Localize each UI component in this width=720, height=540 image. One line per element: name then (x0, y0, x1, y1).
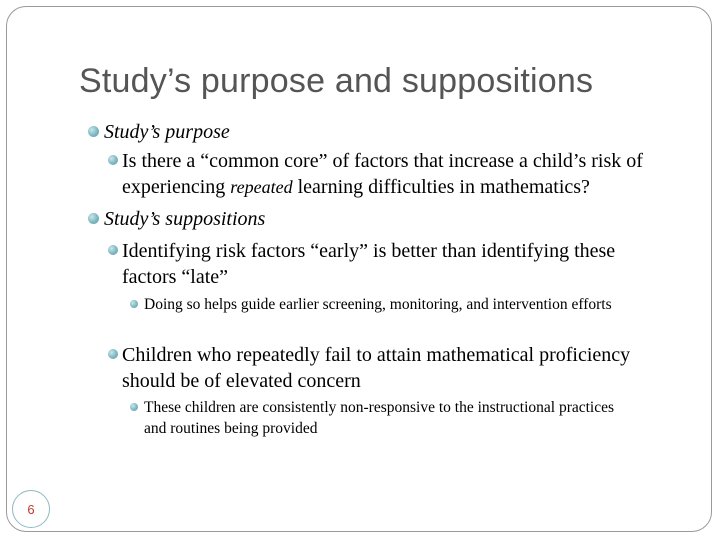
purpose-question-emphasis: repeated (230, 177, 293, 197)
bullet-icon (130, 300, 138, 308)
bullet-icon (130, 403, 138, 411)
purpose-question-text-b: learning difficulties in mathematics? (292, 176, 590, 198)
slide-number: 6 (12, 490, 50, 528)
bullet-icon (88, 126, 99, 137)
purpose-question (122, 148, 692, 200)
purpose-question-text-a: Is there a “common core” of factors that increase a child’s risk of experiencing (122, 150, 643, 198)
bullet-icon (108, 245, 118, 255)
supposition-1: Identifying risk factors “early” is better than identifying these factors “late” (122, 240, 616, 288)
suppositions-heading: Study’s suppositions (104, 208, 266, 230)
supposition-1-detail: Doing so helps guide earlier screening, monitoring, and intervention efforts (144, 296, 612, 313)
supposition-2: Children who repeatedly fail to attain mathematical proficiency should be of elevated concern (122, 344, 631, 392)
purpose-heading: Study’s purpose (104, 121, 230, 143)
slide-title: Study’s purpose and suppositions (79, 62, 594, 100)
bullet-icon (108, 349, 118, 359)
bullet-icon (88, 213, 99, 224)
supposition-2-detail: These children are consistently non-responsive to the instructional practices and routines being provided (144, 399, 615, 437)
bullet-icon (108, 155, 118, 165)
